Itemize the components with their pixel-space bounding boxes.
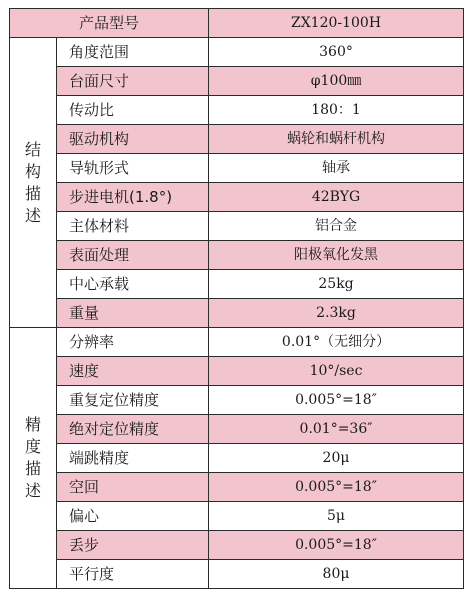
spec-value: 360° bbox=[209, 38, 464, 67]
spec-value: 0.005°=18″ bbox=[209, 386, 464, 415]
spec-row bbox=[10, 473, 464, 502]
spec-label: 空回 bbox=[57, 473, 209, 502]
group-header bbox=[10, 38, 57, 328]
spec-row bbox=[10, 444, 464, 473]
spec-value: 0.005°=18″ bbox=[209, 531, 464, 560]
spec-value: 2.3kg bbox=[209, 299, 464, 328]
spec-row bbox=[10, 96, 464, 125]
spec-label: 平行度 bbox=[57, 560, 209, 589]
spec-value: 阳极氧化发黑 bbox=[209, 241, 464, 270]
spec-value: 20μ bbox=[209, 444, 464, 473]
spec-row bbox=[10, 560, 464, 589]
spec-row bbox=[10, 328, 464, 357]
spec-label: 分辨率 bbox=[57, 328, 209, 357]
spec-table bbox=[9, 8, 464, 589]
spec-row bbox=[10, 154, 464, 183]
spec-value: 轴承 bbox=[209, 154, 464, 183]
group-header-char: 述 bbox=[24, 205, 41, 225]
spec-value: 0.005°=18″ bbox=[209, 473, 464, 502]
spec-label: 角度范围 bbox=[57, 38, 209, 67]
header-value: ZX120-100H bbox=[209, 9, 464, 38]
spec-value: 80μ bbox=[209, 560, 464, 589]
header-label: 产品型号 bbox=[10, 9, 209, 38]
spec-value: 10°/sec bbox=[209, 357, 464, 386]
group-header-char: 构 bbox=[24, 161, 41, 181]
spec-value: 25kg bbox=[209, 270, 464, 299]
spec-row bbox=[10, 38, 464, 67]
spec-label: 偏心 bbox=[57, 502, 209, 531]
spec-label: 台面尺寸 bbox=[57, 67, 209, 96]
group-header-char: 结 bbox=[24, 139, 41, 159]
spec-value: 0.01°=36″ bbox=[209, 415, 464, 444]
spec-label: 重复定位精度 bbox=[57, 386, 209, 415]
spec-row bbox=[10, 386, 464, 415]
spec-label: 绝对定位精度 bbox=[57, 415, 209, 444]
group-header-char: 述 bbox=[24, 481, 41, 500]
spec-value: 0.01°（无细分） bbox=[209, 328, 464, 357]
spec-row bbox=[10, 212, 464, 241]
group-header-char: 度 bbox=[24, 437, 41, 456]
spec-label: 步进电机(1.8°) bbox=[57, 183, 209, 212]
spec-label: 表面处理 bbox=[57, 241, 209, 270]
spec-value: φ100㎜ bbox=[209, 67, 464, 96]
spec-value: 42BYG bbox=[209, 183, 464, 212]
spec-label: 驱动机构 bbox=[57, 125, 209, 154]
spec-value: 蜗轮和蜗杆机构 bbox=[209, 125, 464, 154]
group-header-char: 精 bbox=[24, 415, 41, 434]
spec-row bbox=[10, 299, 464, 328]
spec-label: 主体材料 bbox=[57, 212, 209, 241]
spec-label: 传动比 bbox=[57, 96, 209, 125]
spec-row bbox=[10, 183, 464, 212]
spec-label: 中心承载 bbox=[57, 270, 209, 299]
header-row bbox=[10, 9, 464, 38]
spec-row bbox=[10, 67, 464, 96]
spec-row bbox=[10, 270, 464, 299]
spec-row bbox=[10, 125, 464, 154]
spec-row bbox=[10, 531, 464, 560]
spec-label: 端跳精度 bbox=[57, 444, 209, 473]
spec-value: 5μ bbox=[209, 502, 464, 531]
spec-label: 重量 bbox=[57, 299, 209, 328]
spec-label: 导轨形式 bbox=[57, 154, 209, 183]
spec-label: 丢步 bbox=[57, 531, 209, 560]
group-header bbox=[10, 328, 57, 589]
spec-row bbox=[10, 502, 464, 531]
spec-row bbox=[10, 357, 464, 386]
spec-row bbox=[10, 415, 464, 444]
spec-label: 速度 bbox=[57, 357, 209, 386]
spec-table-body bbox=[10, 9, 464, 589]
spec-value: 180：1 bbox=[209, 96, 464, 125]
spec-value: 铝合金 bbox=[209, 212, 464, 241]
group-header-char: 描 bbox=[24, 459, 41, 478]
spec-row bbox=[10, 241, 464, 270]
group-header-char: 描 bbox=[24, 183, 41, 203]
